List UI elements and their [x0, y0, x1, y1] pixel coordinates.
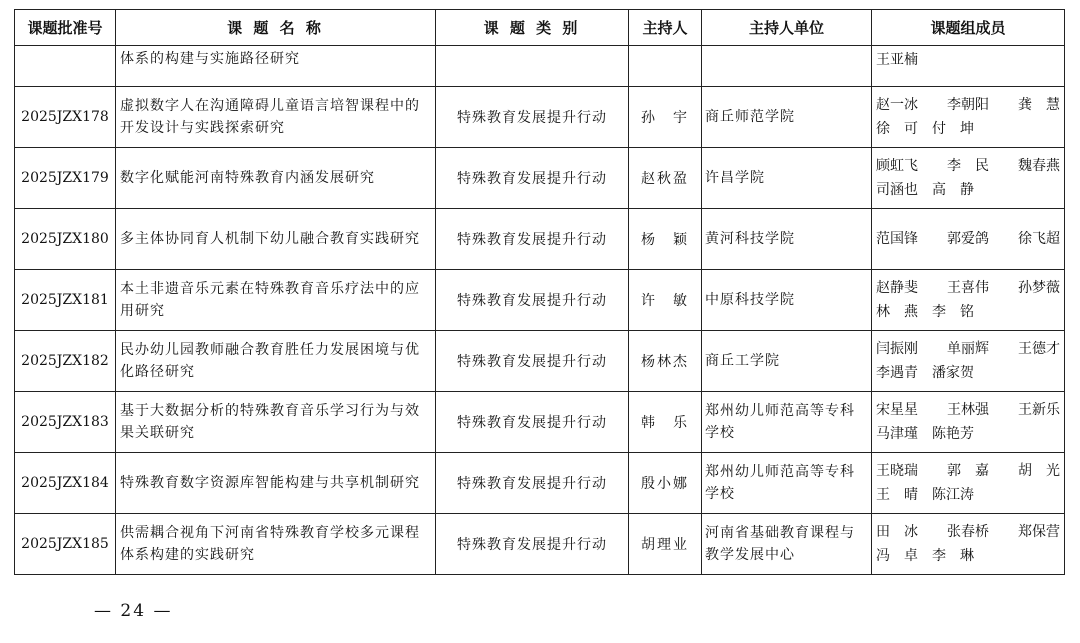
- cell-code: 2025JZX178: [15, 87, 116, 148]
- cell-unit: 黄河科技学院: [702, 209, 872, 270]
- cell-unit: 许昌学院: [702, 148, 872, 209]
- member-name: 王 晴: [876, 487, 918, 503]
- member-name: 陈艳芳: [932, 426, 974, 442]
- cell-code: 2025JZX182: [15, 331, 116, 392]
- member-line: [876, 276, 1060, 300]
- member-name: 胡 光: [1018, 463, 1060, 479]
- table-row: [15, 87, 1065, 148]
- cell-title: 本土非遗音乐元素在特殊教育音乐疗法中的应用研究: [116, 270, 436, 331]
- member-name: 顾虹飞: [876, 158, 918, 174]
- cell-host: 许 敏: [629, 270, 702, 331]
- cell-category: 特殊教育发展提升行动: [436, 331, 629, 392]
- cell-category: 特殊教育发展提升行动: [436, 209, 629, 270]
- member-name: 潘家贺: [932, 365, 974, 381]
- cell-members: [872, 514, 1065, 575]
- member-name: 王德才: [1018, 341, 1060, 357]
- member-line: [876, 520, 1060, 544]
- cell-members: [872, 453, 1065, 514]
- member-name: 张春桥: [947, 524, 989, 540]
- cell-members: [872, 209, 1065, 270]
- cell-category: 特殊教育发展提升行动: [436, 87, 629, 148]
- member-name: 李遇青: [876, 365, 918, 381]
- member-name: 龚 慧: [1018, 97, 1060, 113]
- cell-unit: 中原科技学院: [702, 270, 872, 331]
- cell-category: 特殊教育发展提升行动: [436, 514, 629, 575]
- cell-unit: 郑州幼儿师范高等专科学校: [702, 453, 872, 514]
- member-name: 赵一冰: [876, 97, 918, 113]
- member-name: 宋星星: [876, 402, 918, 418]
- cell-code: 2025JZX183: [15, 392, 116, 453]
- member-name: 魏春燕: [1018, 158, 1060, 174]
- cell-code: 2025JZX184: [15, 453, 116, 514]
- member-name: 李 琳: [932, 548, 974, 564]
- header-category: 课 题 类 别: [436, 10, 629, 46]
- cell-members: [872, 270, 1065, 331]
- member-name: 郑保营: [1018, 524, 1060, 540]
- header-host: 主持人: [629, 10, 702, 46]
- member-name: 王晓瑞: [876, 463, 918, 479]
- cell-title: 虚拟数字人在沟通障碍儿童语言培智课程中的开发设计与实践探索研究: [116, 87, 436, 148]
- project-list-sheet: [14, 9, 1064, 575]
- member-line: [876, 544, 1060, 568]
- table-row: [15, 270, 1065, 331]
- cell-title: 基于大数据分析的特殊教育音乐学习行为与效果关联研究: [116, 392, 436, 453]
- member-line: [876, 117, 1060, 141]
- member-name: 李 民: [947, 158, 989, 174]
- header-members: 课题组成员: [872, 10, 1065, 46]
- member-line: [876, 337, 1060, 361]
- cell-code: 2025JZX185: [15, 514, 116, 575]
- table-row: [15, 209, 1065, 270]
- member-name: 孙梦薇: [1018, 280, 1060, 296]
- member-name: 王林强: [947, 402, 989, 418]
- table-header-row: [15, 10, 1065, 46]
- member-name: 冯 卓: [876, 548, 918, 564]
- cell-members: [872, 148, 1065, 209]
- member-line: [876, 398, 1060, 422]
- cell-title: 民办幼儿园教师融合教育胜任力发展困境与优化路径研究: [116, 331, 436, 392]
- cell-host: 胡理业: [629, 514, 702, 575]
- member-line: [876, 48, 1060, 72]
- cell-unit: 河南省基础教育课程与教学发展中心: [702, 514, 872, 575]
- member-line: [876, 300, 1060, 324]
- header-title: 课 题 名 称: [116, 10, 436, 46]
- cell-members: [872, 331, 1065, 392]
- member-name: 徐飞超: [1018, 231, 1060, 247]
- member-name: 范国锋: [876, 231, 918, 247]
- cell-code: 2025JZX181: [15, 270, 116, 331]
- member-name: 李 铭: [932, 304, 974, 320]
- member-name: 田 冰: [876, 524, 918, 540]
- cell-title: 供需耦合视角下河南省特殊教育学校多元课程体系构建的实践研究: [116, 514, 436, 575]
- member-name: 赵静斐: [876, 280, 918, 296]
- member-line: [876, 422, 1060, 446]
- member-line: [876, 93, 1060, 117]
- cell-host: 杨林杰: [629, 331, 702, 392]
- cell-category: 特殊教育发展提升行动: [436, 453, 629, 514]
- member-name: 王新乐: [1018, 402, 1060, 418]
- cell-host: 杨 颖: [629, 209, 702, 270]
- table-row: [15, 392, 1065, 453]
- table-row: [15, 514, 1065, 575]
- member-name: 徐 可: [876, 121, 918, 137]
- header-unit: 主持人单位: [702, 10, 872, 46]
- cell-unit: 商丘师范学院: [702, 87, 872, 148]
- cell-host: 赵秋盈: [629, 148, 702, 209]
- table-row: [15, 331, 1065, 392]
- member-name: 马津瑾: [876, 426, 918, 442]
- cell-title: 特殊教育数字资源库智能构建与共享机制研究: [116, 453, 436, 514]
- member-name: 司涵也: [876, 182, 918, 198]
- cell-title: 多主体协同育人机制下幼儿融合教育实践研究: [116, 209, 436, 270]
- cell-category: 特殊教育发展提升行动: [436, 148, 629, 209]
- member-line: [876, 459, 1060, 483]
- cell-host: 殷小娜: [629, 453, 702, 514]
- cell-title: 体系的构建与实施路径研究: [116, 46, 436, 87]
- cell-unit: [702, 46, 872, 87]
- cell-host: [629, 46, 702, 87]
- cell-members: [872, 392, 1065, 453]
- cell-category: 特殊教育发展提升行动: [436, 392, 629, 453]
- project-table: [14, 9, 1065, 575]
- header-code: 课题批准号: [15, 10, 116, 46]
- member-name: 高 静: [932, 182, 974, 198]
- cell-category: 特殊教育发展提升行动: [436, 270, 629, 331]
- cell-code: 2025JZX179: [15, 148, 116, 209]
- cell-unit: 郑州幼儿师范高等专科学校: [702, 392, 872, 453]
- table-row-continued: [15, 46, 1065, 87]
- member-name: 郭爱鸽: [947, 231, 989, 247]
- member-name: 闫振刚: [876, 341, 918, 357]
- member-name: 王喜伟: [947, 280, 989, 296]
- cell-members: [872, 87, 1065, 148]
- cell-unit: 商丘工学院: [702, 331, 872, 392]
- member-line: [876, 227, 1060, 251]
- page-number: — 24 —: [94, 601, 173, 621]
- cell-host: 孙 宇: [629, 87, 702, 148]
- cell-category: [436, 46, 629, 87]
- cell-title: 数字化赋能河南特殊教育内涵发展研究: [116, 148, 436, 209]
- cell-code: [15, 46, 116, 87]
- cell-code: 2025JZX180: [15, 209, 116, 270]
- member-line: [876, 361, 1060, 385]
- member-name: 陈江涛: [932, 487, 974, 503]
- cell-members: [872, 46, 1065, 87]
- member-name: 单丽辉: [947, 341, 989, 357]
- member-name: 王亚楠: [876, 52, 918, 68]
- member-line: [876, 178, 1060, 202]
- cell-host: 韩 乐: [629, 392, 702, 453]
- table-row: [15, 148, 1065, 209]
- member-name: 郭 嘉: [947, 463, 989, 479]
- member-line: [876, 154, 1060, 178]
- table-row: [15, 453, 1065, 514]
- member-name: 林 燕: [876, 304, 918, 320]
- member-line: [876, 483, 1060, 507]
- member-name: 付 坤: [932, 121, 974, 137]
- member-name: 李朝阳: [947, 97, 989, 113]
